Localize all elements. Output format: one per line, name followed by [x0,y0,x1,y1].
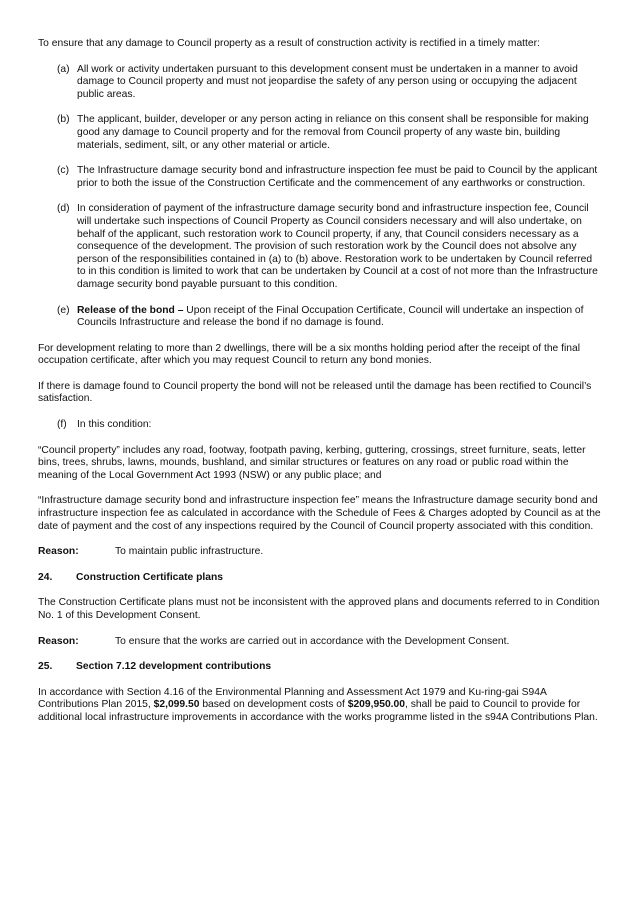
item-text [77,305,603,330]
section-number: 25. [38,661,53,673]
section-heading-25 [38,661,603,674]
item-label: (f) [57,419,67,431]
item-text: All work or activity undertaken pursuant to this development consent must be undertaken in a manner to avoid damage to Council property and must not jeopardise the safety of any person using or occupying the adjacent public areas. [77,63,578,100]
reason-row [38,546,603,559]
reason-text: To ensure that the works are carried out in accordance with the Development Consent. [115,635,510,647]
item-label: (d) [57,203,70,215]
definition-council-property: “Council property” includes any road, footway, footpath paving, kerbing, guttering, crossings, street furniture, seats, letter bins, trees, shrubs, lawns, mounds, bushland, and similar structures or features on any road or public road within the meaning of the Local Government Act 1993 (NSW) or any public place; and [38,444,586,481]
item-label: (e) [57,304,70,316]
definition-security-bond: “Infrastructure damage security bond and infrastructure inspection fee” means the Infrastructure damage security bond and infrastructure inspection fee as calculated in accordance with the Schedule of Fees & Charges adopted by Council as at the date of payment and the cost of any inspections required by the Council of Council property associated with this condition. [38,495,601,532]
intro-paragraph: To ensure that any damage to Council property as a result of construction activity is rectified in a timely matter: [38,38,540,49]
item-text: The applicant, builder, developer or any person acting in reliance on this consent shall be responsible for making good any damage to Council property and for the removal from Council property of any waste bin, building materials, sediment, silt, or any other material or article. [77,114,589,151]
list-item-f [57,419,603,432]
holding-period-paragraph: For development relating to more than 2 dwellings, there will be a six months holding period after the receipt of the final occupation certificate, after which you may request Council to return any bond monies. [38,342,581,367]
item-label: (b) [57,114,70,126]
list-item-b [57,114,603,152]
reason-text: To maintain public infrastructure. [115,546,264,558]
section-title: Construction Certificate plans [76,571,224,583]
section-25-paragraph [38,687,603,725]
list-item-e [57,305,603,330]
item-text: The Infrastructure damage security bond and infrastructure inspection fee must be paid to Council by the applicant prior to both the issue of the Construction Certificate and the commencement of any earthworks or construction. [77,165,598,189]
reason-label: Reason: [38,546,79,558]
document-page [38,38,603,738]
reason-row [38,636,603,649]
reason-label: Reason: [38,635,79,647]
release-bond-heading: Release of the bond – [77,304,184,316]
list-item-d [57,203,603,291]
item-text: In consideration of payment of the infrastructure damage security bond and infrastructure inspection fee, Council will undertake such inspections of Council Property as Council considers necessary and will also undertake, on behalf of the applicant, such restoration work to Council property, if any, that Council considers necessary as a consequence of the development. The provision of such restoration work by the Council does not absolve any person of the responsibilities contained in (a) to (b) above. Restoration work to be undertaken by Council referred to in this condition is limited to work that can be undertaken by Council at a cost of not more than the Infrastructure damage security bond payable pursuant to this condition. [77,203,598,290]
section-24-paragraph: The Construction Certificate plans must not be inconsistent with the approved plans and documents referred to in Condition No. 1 of this Development Consent. [38,597,600,621]
item-label: (a) [57,63,70,75]
list-item-c [57,165,603,190]
contribution-text-3: , shall be paid to Council to provide for additional local infrastructure improvements in accordance with the works programme listed in the s94A Contributions Plan. [38,699,598,723]
item-label: (c) [57,165,70,177]
list-item-a [57,64,603,102]
development-cost: $209,950.00 [347,699,405,711]
contribution-text-1: In accordance with Section 4.16 of the Environmental Planning and Assessment Act 1979 and Ku-ring-gai S94A Contributions Plan 2015, [38,686,547,711]
item-text: In this condition: [77,419,152,431]
contribution-text-2: based on development costs of [199,699,348,711]
contribution-amount: $2,099.50 [153,699,200,711]
section-title: Section 7.12 development contributions [76,661,272,673]
section-heading-24 [38,572,603,585]
release-bond-text: Upon receipt of the Final Occupation Certificate, Council will undertake an inspection of Councils Infrastructure and release the bond if no damage is found. [77,304,584,329]
damage-paragraph: If there is damage found to Council property the bond will not be released until the damage has been rectified to Council’s satisfaction. [38,380,592,405]
section-number: 24. [38,571,53,583]
